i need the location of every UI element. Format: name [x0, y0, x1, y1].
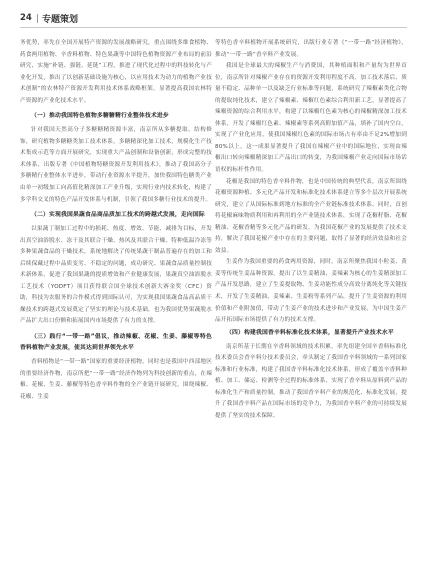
body-paragraph: 香料植物是“一带一路”国家的重要经济植物，同时也是我国中西部地区的重要经济作物，南京所把“一带一路”经济作物列为科技创新的重点，在辣椒、花椒、生姜、藤椒等特色香辛料作物的全产业链开展研究，围绕辣椒、花椒、生姜 — [20, 359, 212, 400]
body-paragraph: 以果蔬丁制加工过程中的损耗、热度、增效、节能、减排为目标，开发出真空油浴脱水、冻干及其联合干燥、热风及其联合干燥、特种低温冷冻等多种果蔬食品的干燥技术，系统地解决了传统果蔬干制品普遍存在的加工和后续保藏过程中品质变劣、不稳定的问题，成功研究、果蔬食品质量控制技术新体系，促进了我国果蔬的提质增效和产业健康发展，果蔬真空油浴脱水工艺技术（YODFT）项目获得联合国全球技术创新大赛金奖（CFC）资助，科技为农服务的合作模式得到国际认可，为实现我国果蔬食品高品质干燥技术的跨越式发展奠定了坚实的理论与技术基础，也为我国优势果蔬脱水产品扩大出口份额和拓展国内市场提供了有力的支撑。 — [20, 226, 212, 325]
body-paragraph: 务优势，率先在全国开展特产资源的发展战略研究，重点围绕多维食植物、药食两用植物、辛香料植物、特色果蔬等中国特色植物资源产业布局的前沿研究，实施“补链、强链、延链”工程，推进了现代化过程中的科技转化与产业化开发，推出了以创新基础设施为核心，以应用技术为动力的植物产业技术创制”的农林特产资源开发利用技术体系战略框架，显著提高我国农林特产资源的产业化技术水平。 — [20, 40, 212, 104]
section-heading: （一）推动我国特色植物多糖糖精行业整体技术进步 — [31, 113, 169, 120]
body-paragraph: 花椒是我国的特色香辛料作物，也是中国传统的典型代表，南京所围绕花椒资源种植、多元化产品开发和标准化技术体系建立等多个层次开展系统研究，建立了从国际标准到地方标准的全产业链标准技术体系。同时，首创将花椒麻味物质利用和再利用的全产业链技术体系，实现了花椒籽脂、花椒精油、花椒香精等多元化产品的研发，为我国花椒产业的发展提供了技术支持，解决了我国花椒产业中存在的主要问题，取得了显著的经济效益和社会效益。 — [215, 178, 407, 254]
body-paragraph: 针对我国天然高分子多糖糖精资源丰富，南京所从多糖提取、结构修饰，研究植物多糖糖类加工技术体系，多糖精深化加工技术，规模化生产技术集成示范等方面开展研究，实现重大产品创制和设备创新，形成完整的技术体系，出版专著《中国植物特糖资源开发利用技术》，推动了我国高分子多糖精行业整体水平进步，带动行业资源水平提升，加快我国特色糖类产业由单一初级加工向高值化精深加工产业升级，实现行业内技术转化，构建了多学科交叉的特色产品开发体系与机制，引领了我国多糖行业技术的提升。 — [20, 127, 212, 203]
section-title: 专题策划 — [42, 15, 79, 25]
page-number: 24 — [20, 13, 32, 23]
page-header — [0, 0, 427, 30]
section-heading: （二）实现我国果蔬食品商品质加工技术的跨越式发展，走向国际 — [31, 212, 205, 219]
header-rule — [20, 27, 407, 28]
left-column — [20, 38, 212, 554]
section-heading: （三）践行“一带一路”倡议，推动辣椒、花椒、生姜、藤椒等特色香料植物产业发展，使其达到世界领先水平 — [20, 334, 212, 352]
body-paragraph: 等特色香辛料植物开展系统研究，出版行业专著《“一带一路”经济植物》，推动“一带一路”香辛料产业发展。 — [215, 40, 407, 58]
right-column — [215, 38, 407, 554]
section-heading: （四）构建我国香辛料标准化技术体系，显著提升产业技术水平 — [226, 329, 394, 336]
body-paragraph: 我国是全球最大的辣椒生产与消费国，其种植面积和产量均为世界首位，南京所针对辣椒产业存在的资源开发利用程度不高、加工技术落后、质量不稳定、品种单一以及缺乏行业标准等问题，系统研究了辣椒素类化合物的提取纯化技术，建立了辣椒素、辣椒红色素综合利用新工艺，显著提高了辣椒资源的综合利用水平，构建了以辣椒红色素为核心的辣椒精深加工技术体系，开发了辣椒红色素、辣椒素等系列高附加值产品，填补了国内空白，实现了产业化应用，使我国辣椒红色素的国际市场占有率由不足2%增加到80%以上，这一成果显著提升了我国在辣椒产业中的国际地位，实现由辣椒出口转向辣椒精深加工产品出口的转变，为我国辣椒产业走向国际市场话语权的标杆性作用。 — [215, 63, 407, 174]
header-divider — [37, 14, 38, 23]
body-paragraph: 南京所基于长期在辛香料领域的技术积累，率先组建全国辛香料标准化技术委员会香辛料分技术委员会，牵头制定了我国香辛料领域的一系列国家标准和行业标准，构建了我国香辛料标准化技术体系，形成了覆盖辛香料种植、加工、储运、检测等全过程的标准体系，实现了香辛料从原料到产品的标准化生产和质量控制，推动了我国香辛料产业的规范化、标准化发展，提升了我国香辛料产品在国际市场的竞争力，为我国香辛料产业的可持续发展提供了坚实的技术保障。 — [215, 343, 407, 419]
body-paragraph: 生姜作为我国重要的药食两用资源，同时，南京所聚焦我国小粒姜、黄姜等传统生姜品种资源，提出了以生姜精油、姜辣素为核心的生姜精深加工产品开发思路，建立了生姜提取物、生姜功能性成分高效分离纯化等关键技术，开发了生姜精油、姜辣素、生姜粉等系列产品，提升了生姜资源的利用价值和产业附加值，带动了生姜产业的技术进步和产业发展，为中国生姜产品开拓国际市场提供了有力的技术支撑。 — [215, 259, 407, 324]
